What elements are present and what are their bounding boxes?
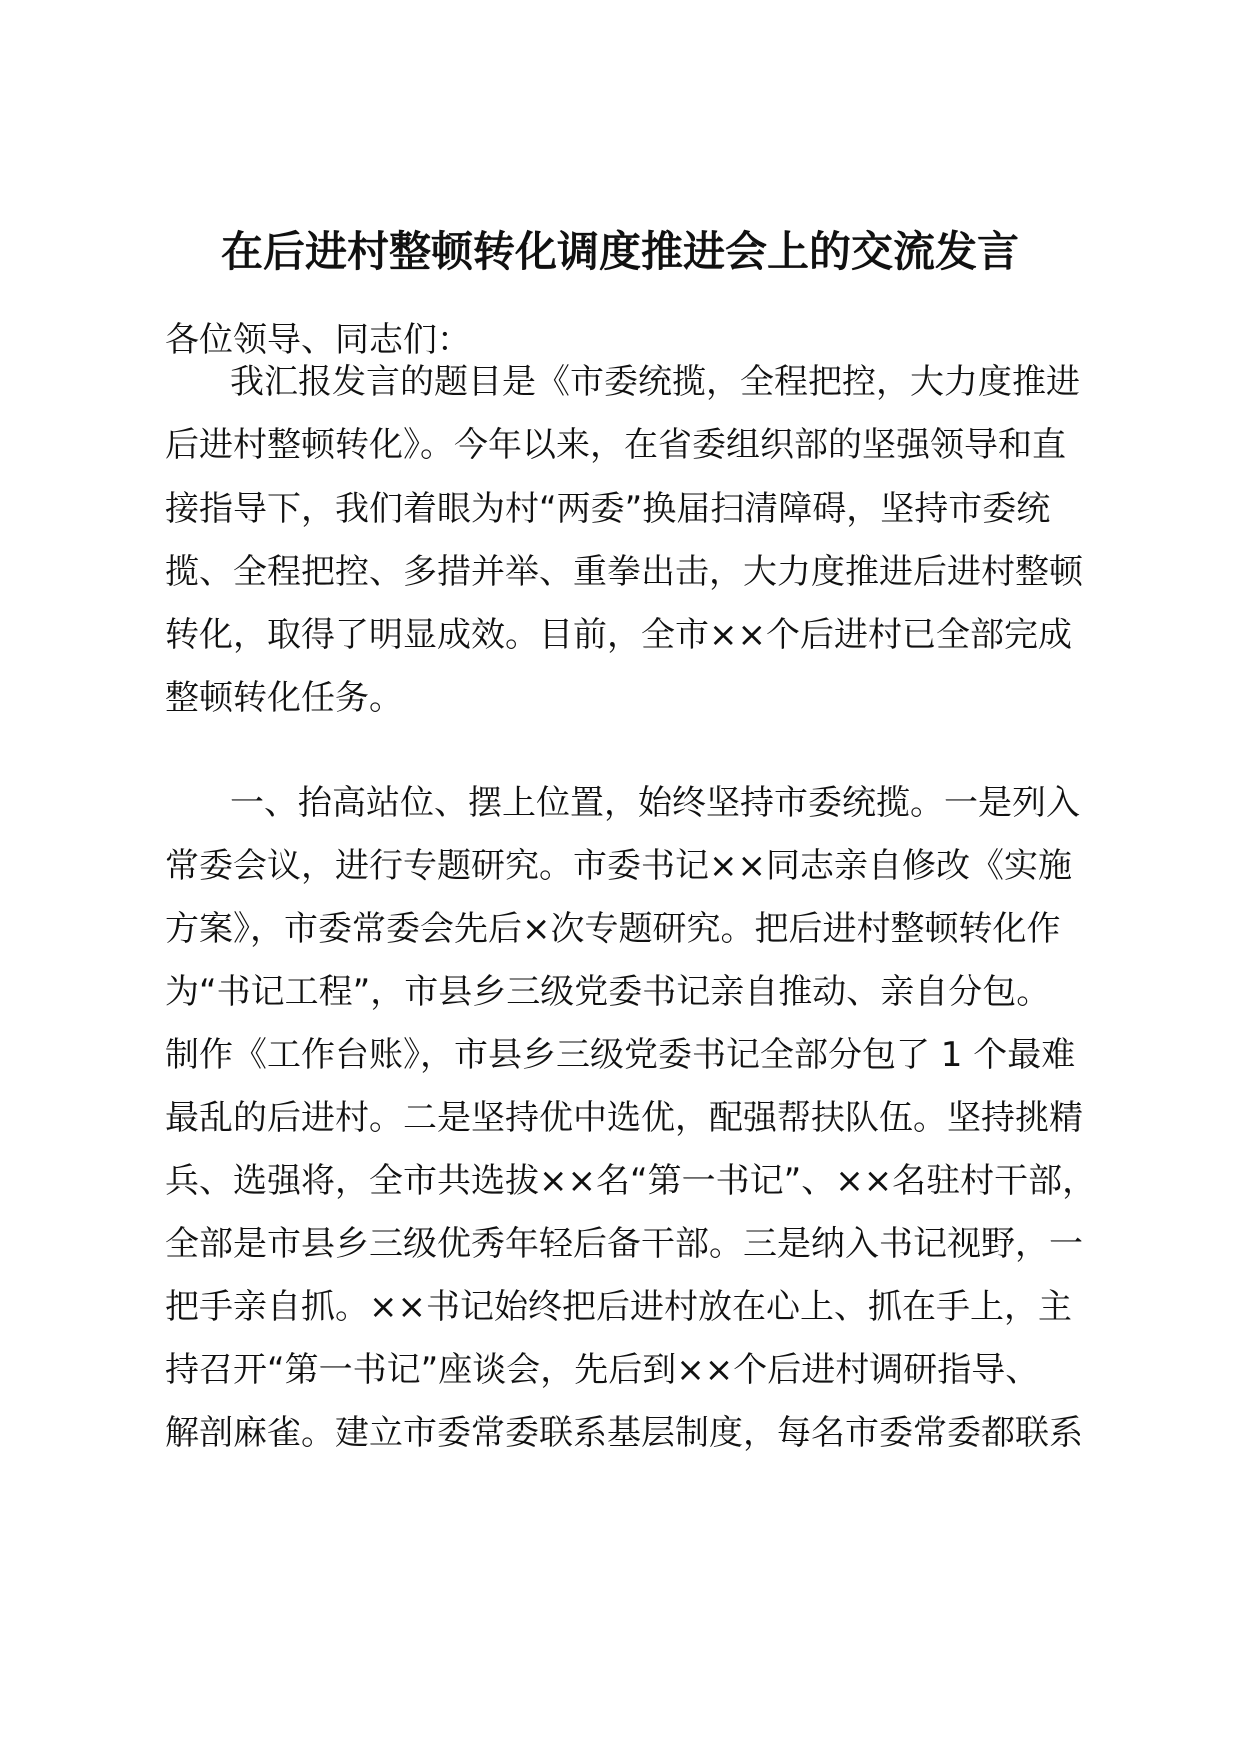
- paragraph-line: 持召开“第一书记”座谈会，先后到××个后进村调研指导、: [165, 1350, 1040, 1390]
- paragraph-line: 把手亲自抓。××书记始终把后进村放在心上、抓在手上，主: [165, 1287, 1072, 1327]
- paragraph-line: 常委会议，进行专题研究。市委书记××同志亲自修改《实施: [165, 846, 1072, 886]
- paragraph-line: 为“书记工程”，市县乡三级党委书记亲自推动、亲自分包。: [165, 972, 1051, 1012]
- paragraph-line: 接指导下，我们着眼为村“两委”换届扫清障碍，坚持市委统: [165, 489, 1051, 529]
- paragraph-line: 兵、选强将，全市共选拔××名“第一书记”、××名驻村干部，: [165, 1161, 1097, 1201]
- paragraph-line: 制作《工作台账》，市县乡三级党委书记全部分包了 1 个最难: [165, 1035, 1076, 1075]
- paragraph-line: 转化，取得了明显成效。目前，全市××个后进村已全部完成: [165, 615, 1072, 655]
- paragraph-line: 整顿转化任务。: [165, 678, 403, 718]
- paragraph-line: 解剖麻雀。建立市委常委联系基层制度，每名市委常委都联系: [165, 1413, 1083, 1453]
- paragraph-line: 方案》，市委常委会先后×次专题研究。把后进村整顿转化作: [165, 909, 1061, 949]
- paragraph-line: 我汇报发言的题目是《市委统揽，全程把控，大力度推进: [230, 362, 1080, 402]
- paragraph-line: 揽、全程把控、多措并举、重拳出击，大力度推进后进村整顿: [165, 552, 1083, 592]
- paragraph-line: 最乱的后进村。二是坚持优中选优，配强帮扶队伍。坚持挑精: [165, 1098, 1083, 1138]
- document-title: 在后进村整顿转化调度推进会上的交流发言: [220, 227, 1019, 276]
- paragraph-line: 全部是市县乡三级优秀年轻后备干部。三是纳入书记视野，一: [165, 1224, 1083, 1264]
- salutation: 各位领导、同志们：: [165, 320, 471, 360]
- paragraph-line: 一、抬高站位、摆上位置，始终坚持市委统揽。一是列入: [230, 783, 1080, 823]
- paragraph-line: 后进村整顿转化》。今年以来，在省委组织部的坚强领导和直: [165, 425, 1066, 465]
